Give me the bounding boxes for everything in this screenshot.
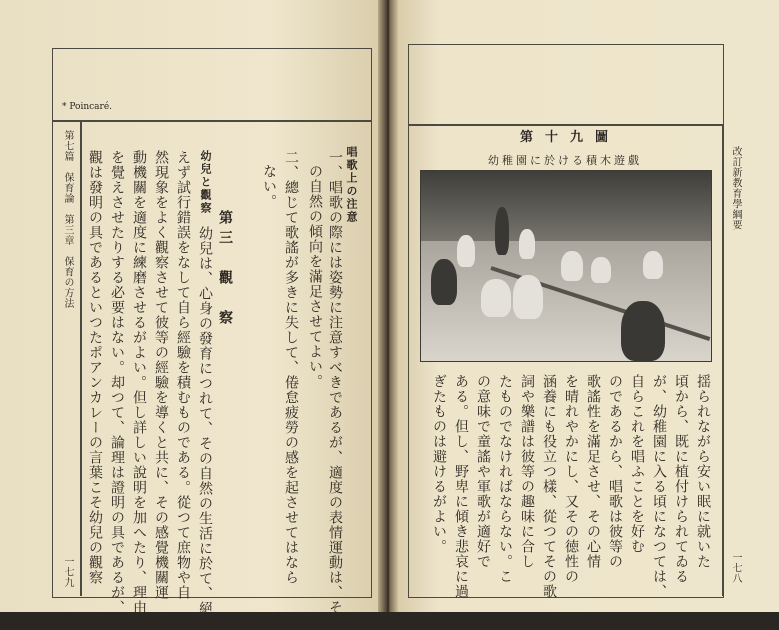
left-line-1: 一、唱歌の際には姿勢に注意すべきであるが、適度の表情運動は、そ — [327, 150, 343, 615]
left-body-2: えず試行錯誤をなして自ら經驗を積むものである。從つて庶物や自 — [175, 150, 191, 600]
right-body-1: 揺られながら安い眠に就いた — [695, 374, 711, 569]
left-body-3: 然現象をよく觀察させて彼等の經驗を導くと共に、その感覺機關運 — [153, 150, 169, 600]
right-running-head-rule — [722, 124, 724, 596]
kindergarten-photo — [420, 170, 712, 362]
right-body-4: 自らこれを唱ふことを好む — [629, 374, 645, 554]
footnote-poincare: * Poincaré. — [62, 102, 113, 112]
child-figure — [643, 251, 663, 279]
left-running-head: 第七篇 保育論 第三章 保育の方法 — [62, 130, 73, 309]
right-body-9: 詞や樂譜は彼等の趣味に合し — [519, 374, 535, 569]
left-line-3: 二、總じて歌謠が多きに失して、倦怠疲勞の感を起させてはなら — [283, 150, 299, 585]
right-body-8: 涵養にも役立つ樣、從つてその歌 — [541, 374, 557, 599]
child-figure — [495, 207, 509, 255]
section-title-observation: 第三 觀 察 — [217, 210, 233, 330]
heading-singing-notes: 唱歌上の注意 — [345, 146, 358, 224]
photo-wall — [421, 171, 711, 241]
child-figure — [513, 275, 543, 319]
child-figure — [519, 229, 535, 259]
right-body-7: を晴れやかにし、又その徳性の — [563, 374, 579, 584]
child-figure — [457, 235, 475, 267]
left-line-2: の自然の傾向を滿足させてよい。 — [307, 164, 323, 389]
adult-figure — [621, 301, 665, 361]
right-body-6: 歌謠性を滿足させ、その心情 — [585, 374, 601, 569]
left-body-1: 幼兒は、心身の發育につれて、その自然の生活に於て、絕 — [197, 226, 213, 616]
left-line-4: ない。 — [261, 164, 277, 209]
right-body-5: のであるから、唱歌は彼等の — [607, 374, 623, 569]
left-body-5: を覺えさせたりする必要はない。却つて、論理は證明の具であるが、直 — [109, 150, 125, 630]
child-figure — [481, 279, 511, 317]
book-gutter — [378, 0, 398, 612]
left-body-4: 動機關を適度に練磨させるがよい。但し詳しい說明を加へたり、理由 — [131, 150, 147, 615]
left-body-6: 觀は發明の具であるといつたポアンカレーの言葉こそ幼兒の觀察 — [87, 150, 103, 585]
figure-caption: 幼稚園に於ける積木遊戲 — [488, 154, 642, 167]
right-body-11: の意味で童謠や軍歌が適好で — [475, 374, 491, 569]
child-figure — [591, 257, 611, 283]
right-body-2: 頃から、既に植付けられてゐる — [673, 374, 689, 584]
left-page-number: 一七九 — [62, 556, 73, 588]
child-figure — [561, 251, 583, 281]
subheading-children-observation: 幼兒と觀察 — [199, 150, 212, 215]
right-running-head: 改訂新教育學綱要 — [730, 146, 741, 230]
child-figure — [431, 259, 457, 305]
right-body-13: ぎたものは避けるがよい。 — [431, 374, 447, 554]
left-running-head-rule — [80, 120, 82, 596]
right-body-3: が、幼稚園に入る頃になつては、 — [651, 374, 667, 599]
right-page-number: 一七八 — [730, 552, 741, 584]
left-header-rule — [52, 120, 372, 122]
right-body-12: ある。但し、野卑に傾き悲哀に過 — [453, 374, 469, 599]
right-body-10: たものでなければならない。こ — [497, 374, 513, 584]
figure-title: 第十九圖 — [519, 130, 620, 145]
